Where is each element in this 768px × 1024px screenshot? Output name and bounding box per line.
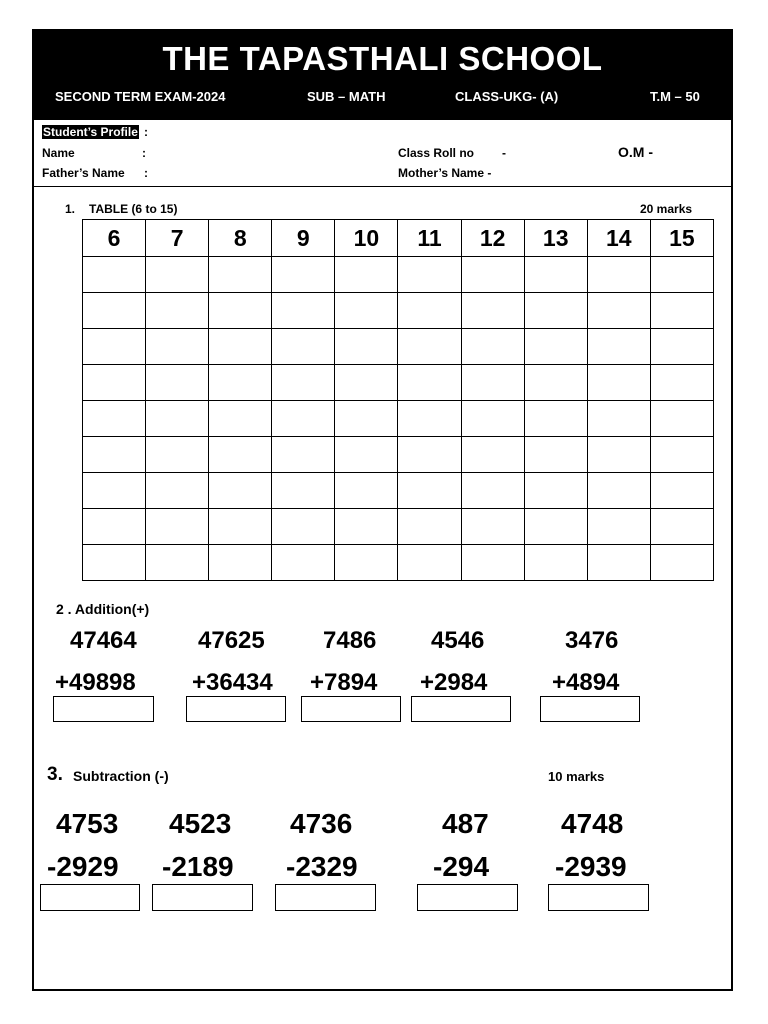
- subtraction-5-bottom: -2939: [555, 851, 627, 882]
- table-answer-cell[interactable]: [209, 473, 272, 509]
- table-answer-cell[interactable]: [461, 293, 524, 329]
- table-answer-cell[interactable]: [524, 365, 587, 401]
- table-answer-cell[interactable]: [209, 257, 272, 293]
- table-answer-cell[interactable]: [83, 293, 146, 329]
- table-answer-cell[interactable]: [650, 257, 713, 293]
- section3-title: Subtraction (-): [73, 768, 169, 784]
- subtraction-3-bottom: -2329: [286, 851, 358, 882]
- table-answer-cell[interactable]: [461, 365, 524, 401]
- table-row: [83, 365, 714, 401]
- table-answer-cell[interactable]: [272, 365, 335, 401]
- table-answer-cell[interactable]: [587, 293, 650, 329]
- subtraction-2-answer-box[interactable]: [152, 884, 253, 911]
- header-banner: [34, 31, 731, 120]
- table-answer-cell[interactable]: [146, 509, 209, 545]
- addition-5-bottom: +4894: [552, 669, 620, 696]
- exam-sheet: [32, 29, 733, 991]
- table-answer-cell[interactable]: [524, 401, 587, 437]
- table-answer-cell[interactable]: [335, 329, 398, 365]
- table-answer-cell[interactable]: [335, 509, 398, 545]
- table-answer-cell[interactable]: [83, 257, 146, 293]
- table-answer-cell[interactable]: [650, 365, 713, 401]
- addition-4-answer-box[interactable]: [411, 696, 511, 722]
- table-answer-cell[interactable]: [146, 401, 209, 437]
- table-row: [83, 545, 714, 581]
- addition-5-answer-box[interactable]: [540, 696, 640, 722]
- addition-3-bottom: +7894: [310, 669, 378, 696]
- subtraction-2-top: 4523: [169, 808, 232, 839]
- total-marks: T.M – 50: [650, 89, 700, 104]
- table-answer-cell[interactable]: [398, 365, 461, 401]
- table-answer-cell[interactable]: [209, 329, 272, 365]
- table-col-header: 15: [650, 220, 713, 257]
- table-answer-cell[interactable]: [272, 293, 335, 329]
- subtraction-3-top: 4736: [290, 808, 353, 839]
- table-row: [83, 257, 714, 293]
- table-col-header: 7: [146, 220, 209, 257]
- table-answer-cell[interactable]: [524, 329, 587, 365]
- table-answer-cell[interactable]: [461, 329, 524, 365]
- school-title: THE TAPASTHALI SCHOOL: [162, 40, 603, 77]
- table-row: [83, 473, 714, 509]
- table-answer-cell[interactable]: [398, 545, 461, 581]
- subtraction-4-answer-box[interactable]: [417, 884, 518, 911]
- table-answer-cell[interactable]: [398, 473, 461, 509]
- table-answer-cell[interactable]: [209, 365, 272, 401]
- table-answer-cell[interactable]: [146, 293, 209, 329]
- table-answer-cell[interactable]: [461, 545, 524, 581]
- table-answer-cell[interactable]: [650, 509, 713, 545]
- subtraction-5-top: 4748: [561, 808, 624, 839]
- table-answer-cell[interactable]: [209, 509, 272, 545]
- addition-1-bottom: +49898: [55, 669, 136, 696]
- exam-name: SECOND TERM EXAM-2024: [55, 89, 226, 104]
- table-answer-cell[interactable]: [272, 401, 335, 437]
- profile-colon: :: [144, 125, 148, 139]
- section1-marks: 20 marks: [640, 202, 693, 216]
- table-answer-cell[interactable]: [461, 437, 524, 473]
- table-col-header: 12: [461, 220, 524, 257]
- table-answer-cell[interactable]: [587, 509, 650, 545]
- addition-1-top: 47464: [70, 627, 137, 654]
- table-answer-cell[interactable]: [524, 293, 587, 329]
- section2-title: 2 . Addition(+): [56, 601, 150, 617]
- table-answer-cell[interactable]: [335, 437, 398, 473]
- table-row: [83, 401, 714, 437]
- addition-3-answer-box[interactable]: [301, 696, 401, 722]
- table-answer-cell[interactable]: [146, 545, 209, 581]
- table-answer-cell[interactable]: [524, 257, 587, 293]
- table-answer-cell[interactable]: [83, 401, 146, 437]
- table-answer-cell[interactable]: [146, 257, 209, 293]
- table-answer-cell[interactable]: [524, 545, 587, 581]
- table-answer-cell[interactable]: [272, 545, 335, 581]
- student-profile: [34, 120, 731, 187]
- table-answer-cell[interactable]: [650, 401, 713, 437]
- table-answer-cell[interactable]: [587, 257, 650, 293]
- table-row: [83, 293, 714, 329]
- table-answer-cell[interactable]: [461, 257, 524, 293]
- table-answer-cell[interactable]: [146, 329, 209, 365]
- addition-3-top: 7486: [323, 627, 377, 654]
- table-col-header: 6: [83, 220, 146, 257]
- table-answer-cell[interactable]: [83, 473, 146, 509]
- subtraction-1-bottom: -2929: [47, 851, 119, 882]
- father-name-label: Father’s Name: [42, 166, 125, 180]
- table-answer-cell[interactable]: [398, 401, 461, 437]
- addition-1-answer-box[interactable]: [53, 696, 154, 722]
- table-answer-cell[interactable]: [83, 509, 146, 545]
- subtraction-4-top: 487: [442, 808, 489, 839]
- table-answer-cell[interactable]: [209, 401, 272, 437]
- table-answer-cell[interactable]: [335, 293, 398, 329]
- subtraction-3-answer-box[interactable]: [275, 884, 376, 911]
- table-answer-cell[interactable]: [272, 509, 335, 545]
- table-answer-cell[interactable]: [587, 365, 650, 401]
- table-answer-cell[interactable]: [650, 473, 713, 509]
- table-answer-cell[interactable]: [83, 437, 146, 473]
- subtraction-2-bottom: -2189: [162, 851, 234, 882]
- roll-dash: -: [502, 146, 506, 160]
- table-answer-cell[interactable]: [209, 437, 272, 473]
- table-answer-cell[interactable]: [209, 545, 272, 581]
- table-answer-cell[interactable]: [524, 473, 587, 509]
- section1-number: 1.: [65, 202, 76, 216]
- addition-2-answer-box[interactable]: [186, 696, 286, 722]
- addition-2-bottom: +36434: [192, 669, 273, 696]
- name-label: Name: [42, 146, 75, 160]
- table-col-header: 11: [398, 220, 461, 257]
- table-row: [83, 437, 714, 473]
- table-answer-cell[interactable]: [335, 257, 398, 293]
- class-name: CLASS-UKG- (A): [455, 89, 559, 104]
- table-answer-cell[interactable]: [398, 257, 461, 293]
- table-row: [83, 509, 714, 545]
- table-answer-cell[interactable]: [272, 473, 335, 509]
- name-colon: :: [142, 146, 146, 160]
- table-answer-cell[interactable]: [587, 545, 650, 581]
- table-answer-cell[interactable]: [272, 437, 335, 473]
- table-col-header: 14: [587, 220, 650, 257]
- subject: SUB – MATH: [307, 89, 386, 104]
- table-answer-cell[interactable]: [83, 329, 146, 365]
- table-answer-cell[interactable]: [146, 473, 209, 509]
- table-answer-cell[interactable]: [461, 473, 524, 509]
- table-col-header: 9: [272, 220, 335, 257]
- mother-name-label: Mother’s Name -: [398, 166, 492, 180]
- addition-4-top: 4546: [431, 627, 485, 654]
- table-col-header: 8: [209, 220, 272, 257]
- om-label: O.M -: [618, 144, 653, 160]
- table-answer-cell[interactable]: [335, 473, 398, 509]
- subtraction-1-top: 4753: [56, 808, 119, 839]
- table-col-header: 13: [524, 220, 587, 257]
- table-answer-cell[interactable]: [335, 545, 398, 581]
- roll-label: Class Roll no: [398, 146, 475, 160]
- table-answer-cell[interactable]: [83, 365, 146, 401]
- table-answer-cell[interactable]: [398, 509, 461, 545]
- subtraction-5-answer-box[interactable]: [548, 884, 649, 911]
- table-answer-cell[interactable]: [146, 437, 209, 473]
- table-answer-cell[interactable]: [335, 365, 398, 401]
- section3-number: 3.: [47, 764, 63, 785]
- table-answer-cell[interactable]: [146, 365, 209, 401]
- addition-5-top: 3476: [565, 627, 619, 654]
- table-header-row: [83, 220, 714, 257]
- table-answer-cell[interactable]: [587, 437, 650, 473]
- addition-2-top: 47625: [198, 627, 265, 654]
- table-answer-cell[interactable]: [650, 545, 713, 581]
- subtraction-4-bottom: -294: [433, 851, 490, 882]
- table-answer-cell[interactable]: [83, 545, 146, 581]
- multiplication-table-grid: [82, 219, 714, 581]
- father-name-colon: :: [144, 166, 148, 180]
- subtraction-1-answer-box[interactable]: [40, 884, 140, 911]
- addition-4-bottom: +2984: [420, 669, 488, 696]
- section1-title: TABLE (6 to 15): [89, 202, 178, 216]
- table-col-header: 10: [335, 220, 398, 257]
- profile-heading: Student’s Profile: [43, 125, 138, 139]
- table-answer-cell[interactable]: [398, 437, 461, 473]
- table-answer-cell[interactable]: [524, 437, 587, 473]
- section3-marks: 10 marks: [548, 769, 605, 784]
- table-answer-cell[interactable]: [461, 509, 524, 545]
- table-answer-cell[interactable]: [524, 509, 587, 545]
- table-answer-cell[interactable]: [398, 329, 461, 365]
- table-answer-cell[interactable]: [272, 257, 335, 293]
- table-answer-cell[interactable]: [587, 473, 650, 509]
- table-answer-cell[interactable]: [587, 329, 650, 365]
- table-answer-cell[interactable]: [335, 401, 398, 437]
- table-answer-cell[interactable]: [209, 293, 272, 329]
- table-answer-cell[interactable]: [650, 437, 713, 473]
- table-answer-cell[interactable]: [650, 329, 713, 365]
- table-answer-cell[interactable]: [398, 293, 461, 329]
- table-row: [83, 329, 714, 365]
- table-answer-cell[interactable]: [650, 293, 713, 329]
- table-answer-cell[interactable]: [272, 329, 335, 365]
- table-answer-cell[interactable]: [587, 401, 650, 437]
- table-answer-cell[interactable]: [461, 401, 524, 437]
